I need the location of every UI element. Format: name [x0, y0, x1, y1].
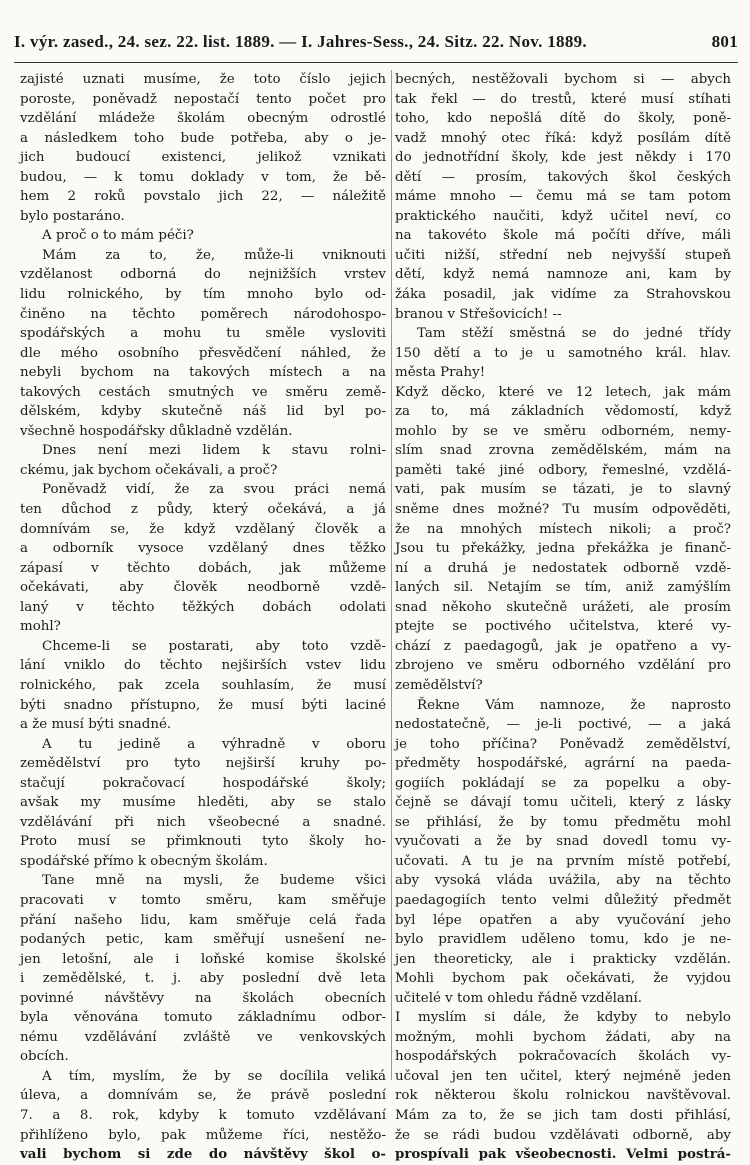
- text-line: jen theoreticky, ale i prakticky vzdělán.: [395, 951, 731, 967]
- text-line: žáka posadil, jak vidíme za Strahovskou: [395, 287, 731, 303]
- text-line: aby vysoká vláda uvážila, aby na těchto: [395, 873, 731, 889]
- text-line: očekávati, aby člověk neodborně vzdě-: [20, 580, 386, 596]
- text-line: spodářské přímo k obecným školám.: [20, 853, 268, 869]
- header-rule: [14, 62, 738, 63]
- text-line: Mám za to, že se jich tam dosti přihlásí,: [395, 1107, 731, 1123]
- text-line: podaných petic, kam směřují usnešení ne-: [20, 932, 386, 948]
- right-column: [395, 70, 731, 1163]
- text-line: vali bychom si zde do návštěvy škol o-: [20, 1146, 386, 1163]
- text-line: čejně se dávají tomu učiteli, který z lásky: [395, 795, 731, 811]
- text-line: domnívám se, že když vzdělaný člověk a: [20, 521, 386, 537]
- text-line: že na mnohých místech nikoli; a proč?: [395, 521, 731, 537]
- text-line: 150 dětí a to je u samotného král. hlav.: [395, 345, 731, 361]
- text-line: paměti také jiné odbory, řemeslné, vzdělá-: [395, 462, 731, 478]
- text-line: Tane mně na mysli, že budeme všici: [42, 873, 386, 889]
- text-line: že se rádi budou vzdělávati odborně, aby: [395, 1127, 731, 1143]
- text-line: branou v Střešovicích! --: [395, 306, 562, 322]
- text-line: jich budoucí existenci, jelikož vznikati: [20, 150, 386, 166]
- text-line: dětí — prosím, takových škol českých: [395, 169, 731, 185]
- text-line: dle mého osobního přesvědčení náhled, že: [20, 345, 386, 361]
- text-line: býti snadno přístupno, že musí býti laciné: [20, 697, 386, 713]
- text-line: zajisté uznati musíme, že toto číslo jejich: [20, 72, 386, 87]
- text-line: vzdělanost odborná do nejnižších vrstev: [20, 267, 386, 283]
- text-line: zemědělství pro tyto nejširší kruhy po-: [20, 756, 386, 772]
- text-line: všechně hospodářsky důkladně vzdělán.: [20, 423, 293, 439]
- text-line: rok některou školu rolnickou navštěvoval.: [395, 1088, 731, 1104]
- text-line: byla věnována tomuto základnímu odbor-: [20, 1010, 386, 1026]
- text-line: Proto musí se přimknouti tyto školy ho-: [20, 834, 386, 850]
- text-line: ní a druhá je nedostatek odborně vzdě-: [395, 560, 731, 576]
- text-line: vati, pak musím se tázati, je to slavný: [395, 482, 731, 498]
- text-line: zemědělství?: [395, 677, 483, 693]
- text-line: i zemědělské, t. j. aby poslední dvě leta: [20, 971, 386, 987]
- text-line: učiti nižší, střední neb nejvyšší stupeň: [395, 247, 731, 263]
- text-line: avšak my musíme hleděti, aby se stalo: [20, 795, 386, 811]
- text-line: se přihlásí, že by tomu předmětu mohl: [395, 814, 731, 830]
- text-line: činěno na těchto poměrech národohospo-: [20, 306, 386, 322]
- text-line: A proč o to mám péči?: [42, 228, 194, 244]
- text-line: I myslím si dále, že kdyby to nebylo: [395, 1010, 731, 1026]
- text-line: učitelé v tom ohledu řádně vzdělaní.: [395, 990, 643, 1006]
- text-line: laný v těchto těžkých dobách odolati: [20, 599, 386, 615]
- text-line: hospodářských pokračovacích školách vy-: [395, 1049, 731, 1065]
- text-line: nému vzdělávání zvláště ve venkovských: [20, 1029, 386, 1045]
- text-line: předměty hospodářské, agrární na paeda-: [395, 756, 731, 772]
- text-line: takových cestách smutných ve směru země-: [20, 384, 386, 400]
- text-line: gogiích pokládají se za popelku a oby-: [395, 775, 731, 791]
- text-line: do jednotřídní školy, kde jest někdy i 170: [395, 150, 731, 166]
- text-line: Dnes není mezi lidem k stavu rolni-: [42, 443, 386, 459]
- text-line: praktického naučiti, když učitel neví, co: [395, 208, 731, 224]
- text-line: vzdělávání při nich všeobecné a snadné.: [20, 814, 386, 830]
- header-title: I. výr. zased., 24. sez. 22. list. 1889. — I. Jahres-Sess., 24. Sitz. 22. Nov. 1889.: [14, 32, 587, 51]
- page-number: 801: [711, 32, 738, 51]
- text-line: poroste, poněvadž nepostačí tento počet pro: [20, 91, 386, 107]
- text-line: mohlo by se ve směru odborném, nemy-: [395, 423, 731, 439]
- text-line: toho, kdo nepošlá dítě do školy, poně-: [395, 111, 731, 127]
- text-line: zbrojeno ve směru odborného vzdělání pro: [395, 658, 731, 674]
- text-line: stačují pokračovací hospodářské školy;: [20, 775, 386, 791]
- text-line: Tam stěží směstná se do jedné třídy: [417, 326, 731, 342]
- text-line: obcích.: [20, 1049, 69, 1065]
- text-line: Jsou tu překážky, jedna překážka je finanč-: [395, 541, 731, 557]
- text-line: a následkem toho bude potřeba, aby o je-: [20, 130, 386, 146]
- text-line: města Prahy!: [395, 365, 486, 381]
- text-line: A tu jedině a výhradně v oboru: [42, 736, 386, 752]
- text-line: bylo pravidlem uděleno tomu, kdo je ne-: [395, 932, 731, 948]
- text-line: bylo postaráno.: [20, 208, 125, 224]
- text-line: nedostatečně, — je-li poctivé, — a jaká: [395, 717, 731, 733]
- text-line: hem 2 roků povstalo jich 22, — náležitě: [20, 189, 386, 205]
- text-line: dělském, kdyby skutečně náš lid byl po-: [20, 404, 386, 420]
- text-line: ptejte se poctivého učitelstva, které vy-: [395, 619, 731, 635]
- left-column: [20, 70, 386, 1163]
- text-line: sněme dnes možné? Tu musím odpověděti,: [395, 502, 731, 518]
- text-line: rolnického, pak zcela souhlasím, že musí: [20, 677, 386, 693]
- text-line: na takovéto škole má počíti dříve, máli: [395, 228, 731, 244]
- column-divider: [391, 70, 392, 1080]
- text-line: spodářských a mohu tu směle vysloviti: [20, 326, 386, 342]
- running-header: [14, 32, 738, 58]
- text-line: nebyli bychom na takových místech a na: [20, 365, 386, 381]
- text-line: mohl?: [20, 619, 61, 635]
- text-line: vzdělání mládeže školám obecným odrostlé: [20, 111, 386, 127]
- text-line: možným, mohli bychom žádati, aby na: [395, 1029, 731, 1045]
- text-line: máme mnoho — čemu má se tam potom: [395, 189, 731, 205]
- text-line: přání našeho lidu, kam směřuje celá řada: [20, 912, 386, 928]
- text-line: ten důchod z půdy, který očekává, a já: [20, 502, 386, 518]
- text-line: tak řekl — do trestů, které musí stíhati: [395, 91, 731, 107]
- text-line: lání vniklo do těchto nejširších vstev lidu: [20, 658, 386, 674]
- text-line: povinné návštěvy na školách obecních: [20, 990, 386, 1006]
- text-line: paedagogiích tento velmi důležitý předmět: [395, 892, 731, 908]
- text-line: a odborník vysoce vzdělaný dnes těžko: [20, 541, 386, 557]
- text-line: prospívali pak všeobecnosti. Velmi postrá-: [395, 1146, 731, 1163]
- text-line: vyučovati a že by snad dovedl tomu vy-: [395, 834, 731, 850]
- text-line: jen letošní, ale i loňské komise školské: [20, 951, 386, 967]
- text-line: je toho příčina? Poněvadž zemědělství,: [395, 736, 731, 752]
- text-line: přihlíženo bylo, pak můžeme říci, nestěžo-: [20, 1127, 386, 1143]
- text-line: A tím, myslím, že by se docílila veliká: [42, 1068, 386, 1084]
- text-line: úleva, a domnívám se, že právě poslední: [20, 1088, 386, 1104]
- text-line: lidu rolnického, by tím mnoho bylo od-: [20, 287, 386, 303]
- text-line: dětí, když nemá namnoze ani, kam by: [395, 267, 731, 283]
- text-line: budou, — k tomu doklady v tom, že bě-: [20, 169, 386, 185]
- text-line: byl lépe opatřen a aby vyučování jeho: [395, 912, 731, 928]
- text-line: pracovati v tomto směru, kam směřuje: [20, 892, 386, 908]
- text-line: a že musí býti snadné.: [20, 717, 172, 733]
- text-line: učovati. A tu je na prvním místě potřebí,: [395, 853, 731, 869]
- text-line: Mám za to, že, může-li vniknouti: [42, 247, 386, 263]
- text-line: ckému, jak bychom očekávali, a proč?: [20, 462, 278, 478]
- text-line: Řekne Vám namnoze, že naprosto: [417, 697, 731, 713]
- text-line: chází z paedagogů, jak je opatřeno a vy-: [395, 638, 731, 654]
- text-line: za to, má základních vědomostí, když: [395, 404, 731, 420]
- text-line: slím snad zrovna zemědělském, mám na: [395, 443, 731, 459]
- text-line: 7. a 8. rok, kdyby k tomuto vzdělávaní: [20, 1107, 386, 1123]
- text-line: becných, nestěžovali bychom si — abych: [395, 72, 731, 87]
- text-line: snad někoho skutečně urážeti, ale prosím: [395, 599, 731, 615]
- text-line: zápasí v těchto dobách, jak můžeme: [20, 560, 386, 576]
- text-line: Poněvadž vidí, že za svou práci nemá: [42, 482, 386, 498]
- text-line: Chceme-li se postarati, aby toto vzdě-: [42, 638, 386, 654]
- text-line: Mohli bychom pak očekávati, že vyjdou: [395, 971, 731, 987]
- text-line: učoval jen ten učitel, který nejméně jeden: [395, 1068, 731, 1084]
- text-line: laných sil. Netajím se tím, aniž zamýšlím: [395, 580, 731, 596]
- text-line: Když děcko, které ve 12 letech, jak mám: [395, 384, 731, 400]
- text-line: vadž mnohý otec říká: když posílám dítě: [395, 130, 731, 146]
